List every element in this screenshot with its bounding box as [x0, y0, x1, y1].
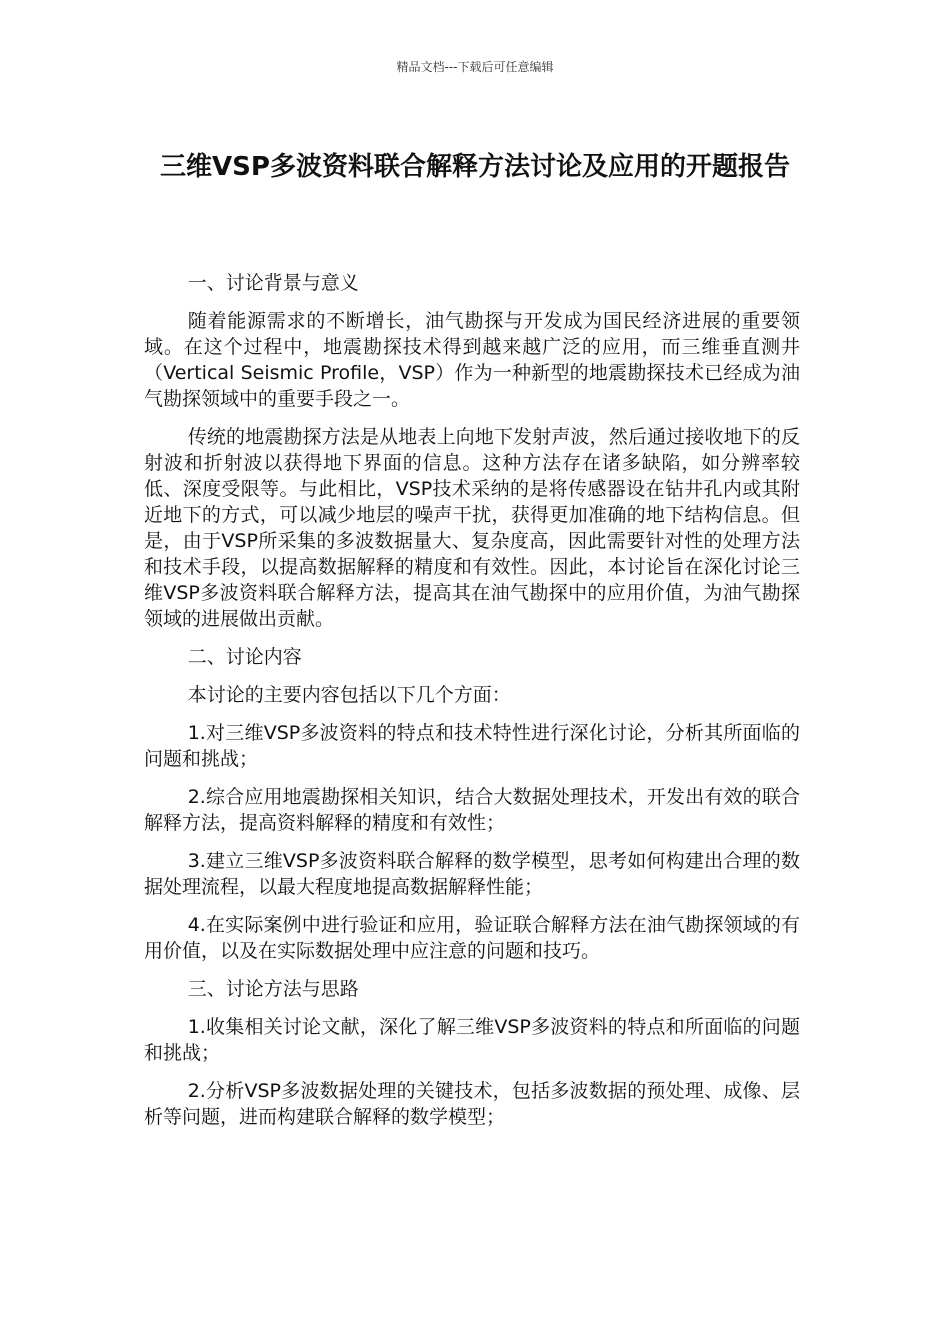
paragraph: 传统的地震勘探方法是从地表上向地下发射声波，然后通过接收地下的反射波和折射波以获得地下界面的信息。这种方法存在诸多缺陷，如分辨率较低、深度受限等。与此相比，VSP技术采纳的是将传感器设在钻井孔内或其附近地下的方式，可以减少地层的噪声干扰，获得更加准确的地下结构信息。但是，由于VSP所采集的多波数据量大、复杂度高，因此需要针对性的处理方法和技术手段，以提高数据解释的精度和有效性。因此，本讨论旨在深化讨论三维VSP多波资料联合解释方法，提高其在油气勘探中的应用价值，为油气勘探领域的进展做出贡献。 — [144, 426, 800, 630]
header-note: 精品文档---下载后可任意编辑 — [396, 60, 554, 74]
list-item: 2.综合应用地震勘探相关知识，结合大数据处理技术，开发出有效的联合解释方法，提高资料解释的精度和有效性； — [144, 786, 800, 834]
paragraph: 本讨论的主要内容包括以下几个方面： — [187, 684, 511, 706]
list-item: 3.建立三维VSP多波资料联合解释的数学模型，思考如何构建出合理的数据处理流程，以最大程度地提高数据解释性能； — [144, 850, 800, 898]
list-item: 1.收集相关讨论文献，深化了解三维VSP多波资料的特点和所面临的问题和挑战； — [144, 1016, 800, 1064]
document-title: 三维VSP多波资料联合解释方法讨论及应用的开题报告 — [160, 152, 790, 182]
list-item: 2.分析VSP多波数据处理的关键技术，包括多波数据的预处理、成像、层析等问题，进而构建联合解释的数学模型； — [144, 1080, 800, 1128]
list-item: 1.对三维VSP多波资料的特点和技术特性进行深化讨论，分析其所面临的问题和挑战； — [144, 722, 800, 770]
section-heading-content: 二、讨论内容 — [187, 646, 302, 668]
list-item: 4.在实际案例中进行验证和应用，验证联合解释方法在油气勘探领域的有用价值，以及在实际数据处理中应注意的问题和技巧。 — [144, 914, 800, 962]
document-body — [144, 270, 800, 1142]
paragraph: 随着能源需求的不断增长，油气勘探与开发成为国民经济进展的重要领域。在这个过程中，地震勘探技术得到越来越广泛的应用，而三维垂直测井（Vertical Seismic Profile，VSP）作为一种新型的地震勘探技术已经成为油气勘探领域中的重要手段之一。 — [144, 310, 800, 410]
section-heading-methods: 三、讨论方法与思路 — [187, 978, 359, 1000]
section-heading-background: 一、讨论背景与意义 — [187, 272, 359, 294]
